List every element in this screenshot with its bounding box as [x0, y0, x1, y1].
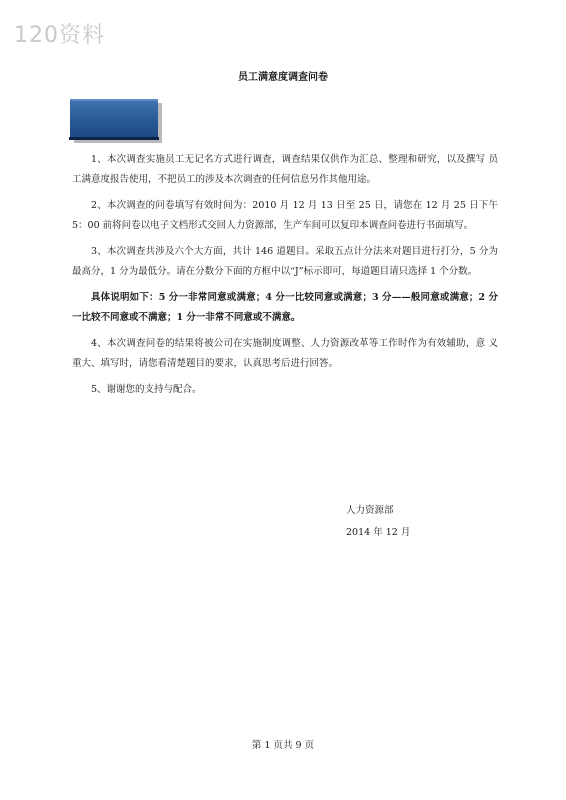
page-number: 第 1 页共 9 页 [251, 740, 315, 751]
decorative-banner [70, 99, 162, 141]
signature-department: 人力资源部 [346, 505, 394, 516]
paragraph-3: 3、本次调查共涉及六个大方面，共计 146 道题目。采取五点计分法来对题目进行打分，5 分为最高分，1 分为最低分。请在分数分下面的方框中以“J”标示即可，每道题目请只选择 1 个分数。 [72, 246, 498, 277]
banner-block [70, 99, 158, 139]
paragraph-4: 4、本次调查问卷的结果将被公司在实施制度调整、人力资源改革等工作时作为有效辅助，意 义重大、填写时，请您看清楚题目的要求，认真思考后进行回答。 [72, 338, 498, 369]
document-title: 员工满意度调查问卷 [238, 72, 328, 83]
instructions-body [72, 150, 498, 406]
signature-date: 2014 年 12 月 [346, 527, 411, 538]
watermark-logo: 120资料 [14, 23, 105, 48]
paragraph-1: 1、本次调查实施员工无记名方式进行调查，调查结果仅供作为汇总、整理和研究，以及撰写 员工满意度报告使用，不把员工的涉及本次调查的任何信息另作其他用途。 [72, 154, 498, 185]
paragraph-5: 5、谢谢您的支持与配合。 [91, 384, 202, 395]
signature-block [346, 500, 410, 544]
paragraph-2: 2、本次调查的问卷填写有效时间为：2010 月 12 月 13 日至 25 日，请您在 12 月 25 日下午 5：00 前将问卷以电子文档形式交回人力资源部，生产车间可以复印本调查问卷进行书面填写。 [72, 200, 498, 231]
scoring-explanation: 具体说明如下：5 分一非常同意或满意；4 分一比较同意或满意；3 分——般同意或满意；2 分一比较不同意或不满意；1 分一非常不同意或不满意。 [72, 292, 498, 323]
